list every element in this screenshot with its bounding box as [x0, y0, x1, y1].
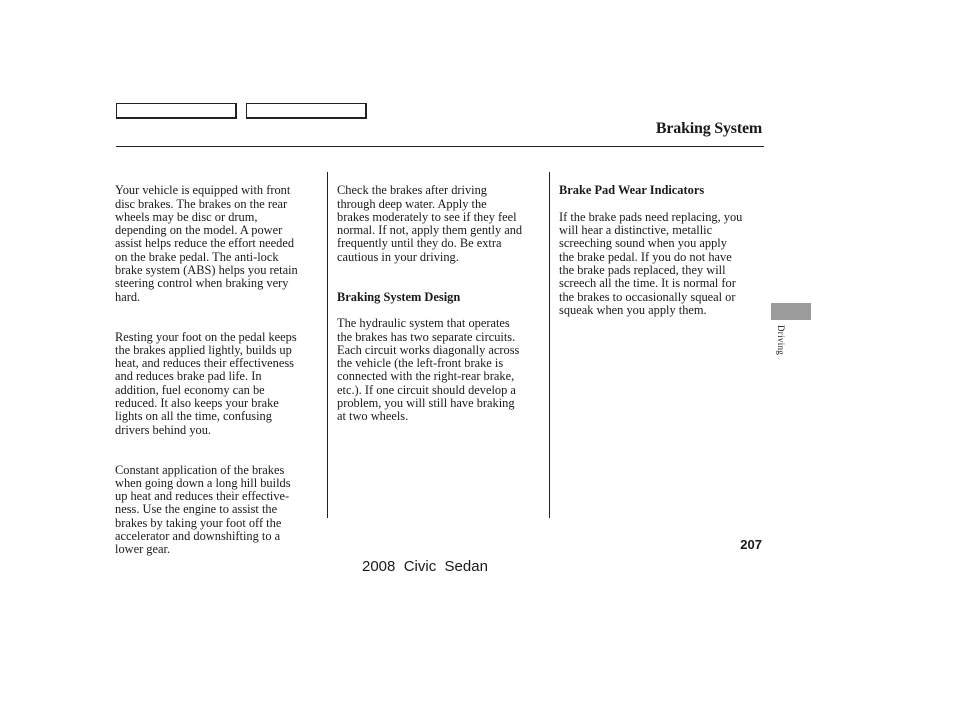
- nav-button-2[interactable]: [246, 103, 367, 119]
- paragraph-constant-application: Constant application of the brakes when going down a long hill builds up heat and reduces their effective- ness. Use the engine to assist the brakes by taking your foot off the accelerator and downshifting to a lower gear.: [115, 462, 291, 557]
- header-divider: [116, 146, 764, 147]
- section-label: Driving: [776, 325, 786, 356]
- heading-braking-system-design: Braking System Design: [337, 289, 461, 304]
- text-column-3: [559, 171, 765, 344]
- paragraph-front-disc-brakes: Your vehicle is equipped with front disc brakes. The brakes on the rear wheels may be disc or drum, depending on the model. A power assist helps reduce the effort needed on the brake pedal. The anti-lock brake system (ABS) helps you retain steering control when braking very hard.: [115, 183, 298, 304]
- column-divider-1: [327, 172, 328, 518]
- paragraph-brake-pad-wear: If the brake pads need replacing, you will hear a distinctive, metallic screeching sound when you apply the brake pedal. If you do not have the brake pads replaced, they will screech all the time. It is normal for the brakes to occasionally squeal or squeak when you apply them.: [559, 209, 743, 317]
- nav-button-1[interactable]: [116, 103, 237, 119]
- paragraph-resting-foot: Resting your foot on the pedal keeps the brakes applied lightly, builds up heat, and reduces their effectiveness and reduces brake pad life. In addition, fuel economy can be reduced. It also keeps your brake lights on all the time, confusing drivers behind you.: [115, 329, 297, 437]
- footer-model-name: 2008 Civic Sedan: [362, 558, 488, 575]
- column-divider-2: [549, 172, 550, 518]
- page-number: 207: [740, 537, 762, 552]
- paragraph-hydraulic-system: The hydraulic system that operates the brakes has two separate circuits. Each circuit works diagonally across the vehicle (the left-front brake is connected with the right-rear brake, etc.). If one circuit should develop a problem, you will still have braking at two wheels.: [337, 316, 520, 424]
- text-column-1: [115, 171, 320, 583]
- heading-brake-pad-wear: Brake Pad Wear Indicators: [559, 183, 705, 198]
- text-column-2: [337, 171, 543, 450]
- page-title: Braking System: [655, 120, 762, 137]
- paragraph-deep-water: Check the brakes after driving through deep water. Apply the brakes moderately to see if they feel normal. If not, apply them gently and frequently until they do. Be extra cautious in your driving.: [337, 183, 523, 264]
- section-tab[interactable]: [771, 303, 811, 320]
